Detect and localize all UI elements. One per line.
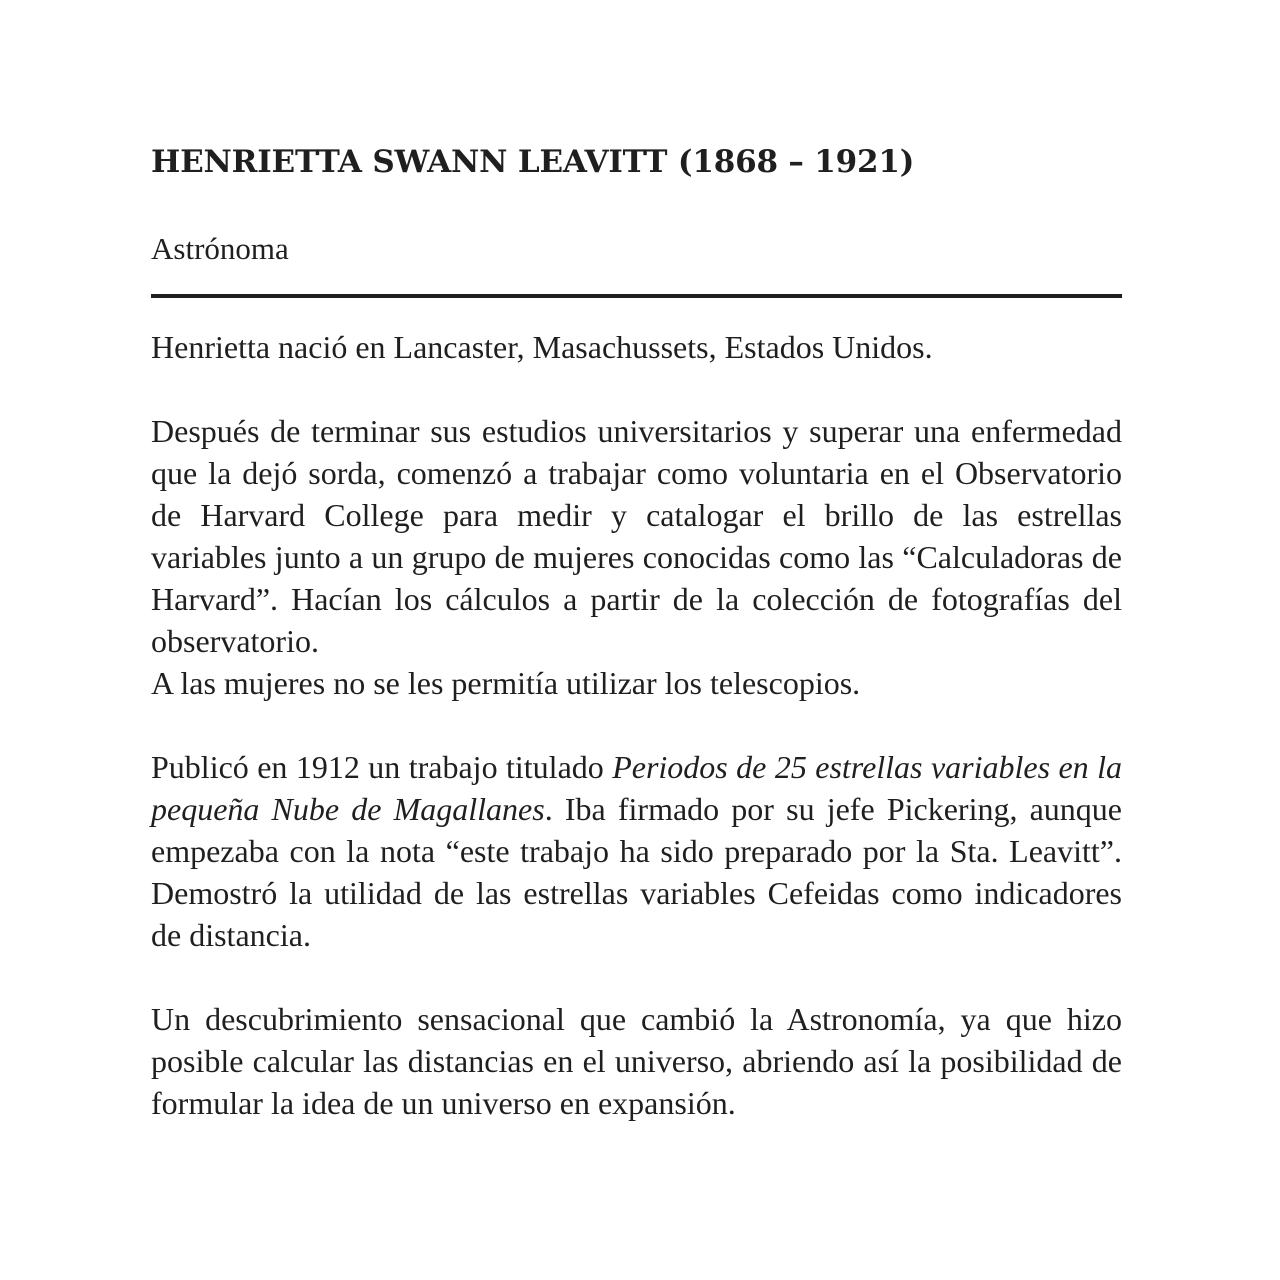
page-title: HENRIETTA SWANN LEAVITT (1868 – 1921) [151, 144, 915, 180]
paragraph-telescope-note: A las mujeres no se les permitía utilizar los telescopios. [151, 665, 861, 701]
paragraph-publication [151, 746, 1122, 956]
publication-title: Periodos de 25 estrellas variables en la pequeña Nube de Magallanes [151, 749, 1123, 827]
subtitle-profession: Astrónoma [151, 231, 289, 266]
horizontal-rule [151, 294, 1122, 298]
publication-text-before: Publicó en 1912 un trabajo titulado [151, 749, 613, 785]
publication-text-after: . Iba firmado por su jefe Pickering, aunque empezaba con la nota “este trabajo ha sido preparado por la Sta. Leavitt”. Demostró la utilidad de las estrellas variables Cefeidas como indicadores de distancia. [151, 791, 1123, 953]
paragraph-birthplace: Henrietta nació en Lancaster, Masachussets, Estados Unidos. [151, 329, 933, 365]
paragraph-discovery: Un descubrimiento sensacional que cambió la Astronomía, ya que hizo posible calcular las distancias en el universo, abriendo así la posibilidad de formular la idea de un universo en expansión. [151, 1001, 1122, 1121]
paragraph-career: Después de terminar sus estudios universitarios y superar una enfermedad que la dejó sorda, comenzó a trabajar como voluntaria en el Observatorio de Harvard College para medir y catalogar el brillo de las estrellas variables junto a un grupo de mujeres conocidas como las “Calculadoras de Harvard”. Hacían los cálculos a partir de la colección de fotografías del observatorio. [151, 413, 1122, 659]
document-page [151, 140, 1122, 1124]
